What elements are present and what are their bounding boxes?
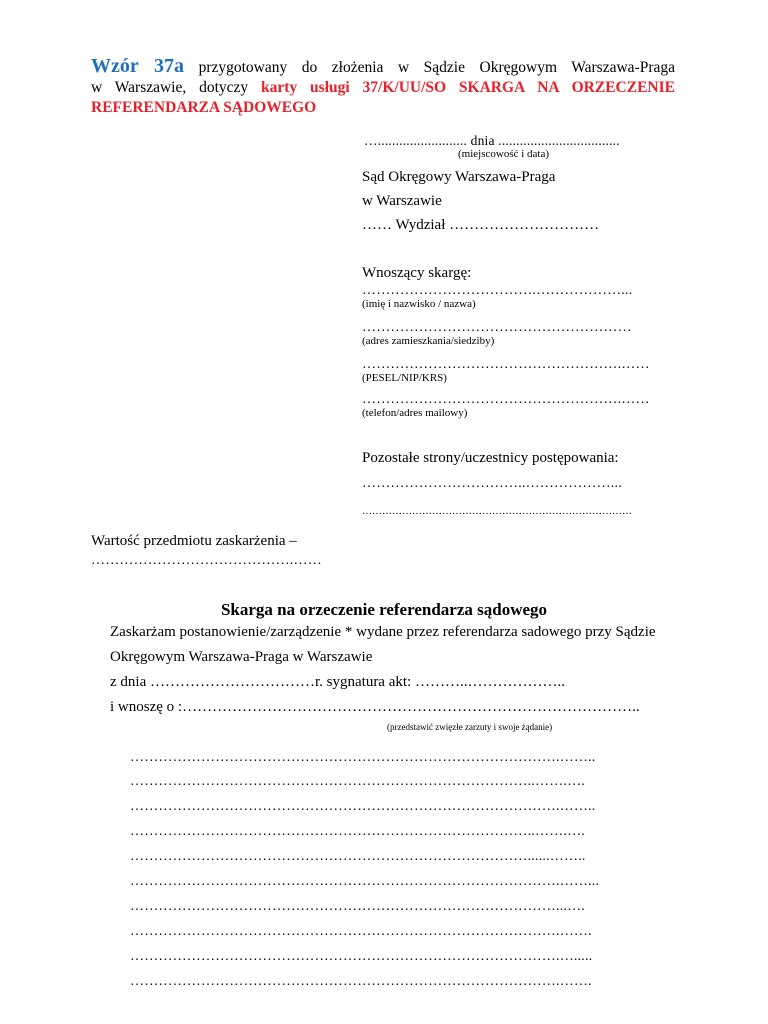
grounds-line[interactable]: ……………………………………………………………………………….……... (130, 874, 600, 889)
department-field[interactable]: …… Wydział ………………………… (362, 217, 600, 233)
claim-value-label: Wartość przedmiotu zaskarżenia – (91, 533, 297, 549)
grounds-line[interactable]: ………………………………………………………………………………...…. (130, 899, 585, 914)
other-parties-field-1[interactable]: ……………………………..………………... (362, 476, 622, 491)
claim-value-field[interactable]: …………………………………….…… (91, 553, 322, 568)
complainant-contact-caption: (telefon/adres mailowy) (362, 407, 468, 419)
complainant-label: Wnoszący skargę: (362, 265, 472, 281)
ruling-date-signature-field[interactable]: z dnia ……………………………r. sygnatura akt: ………..……………….. (110, 674, 565, 690)
header-line-1-text: przygotowany do złożenia w Sądzie Okręgowym Warszawa-Praga (198, 59, 675, 76)
complaint-title: Skarga na orzeczenie referendarza sądowego (220, 600, 548, 619)
complaint-line-1: Zaskarżam postanowienie/zarządzenie * wydane przez referendarza sadowego przy Sądzie (110, 624, 656, 640)
form-header (91, 56, 675, 118)
other-parties-field-2[interactable]: ……………………………………………………………………… (362, 506, 632, 517)
complainant-address-caption: (adres zamieszkania/siedziby) (362, 335, 495, 347)
grounds-line[interactable]: ……………………………………………………………………………….……. (130, 924, 592, 939)
request-field[interactable]: i wnoszę o :……………………………………………………………………………….. (110, 699, 640, 715)
grounds-line[interactable]: ……………………………………………………………………………….……. (130, 974, 592, 989)
complainant-pesel-caption: (PESEL/NIP/KRS) (362, 372, 447, 384)
grounds-line[interactable]: ……………………………………………………………………………….…….. (130, 750, 596, 765)
request-caption: (przedstawić zwięzłe zarzuty i swoje żądanie) (387, 722, 553, 732)
complaint-line-2: Okręgowym Warszawa-Praga w Warszawie (110, 649, 373, 665)
header-line-2 (91, 78, 675, 98)
court-city: w Warszawie (362, 193, 442, 209)
service-card-title: karty usługi 37/K/UU/SO SKARGA NA ORZECZENIE (261, 79, 675, 96)
date-place-caption: (miejscowość i data) (458, 148, 550, 160)
service-card-title-cont: REFERENDARZA SĄDOWEGO (91, 99, 317, 116)
date-place-field[interactable]: …......................... dnia .................................. (364, 133, 620, 148)
form-number: Wzór 37a (91, 55, 185, 77)
grounds-line[interactable]: ……………………………………………………………………………….…….. (130, 799, 596, 814)
complainant-name-field[interactable]: ……………………………….………………... (362, 283, 633, 298)
other-parties-label: Pozostałe strony/uczestnicy postępowania: (362, 450, 619, 466)
complainant-address-field[interactable]: ………………………………………………… (362, 320, 632, 335)
grounds-line[interactable]: …………………………………………………………………………..…….…. (130, 824, 585, 839)
header-line-2-text: w Warszawie, dotyczy (91, 79, 249, 96)
court-name: Sąd Okręgowy Warszawa-Praga (362, 169, 556, 185)
grounds-line[interactable]: …………………………………………………………………………..…….…. (130, 774, 585, 789)
complainant-contact-field[interactable]: ……………………………………………….…… (362, 392, 650, 407)
complainant-pesel-field[interactable]: ……………………………………………….…… (362, 357, 650, 372)
grounds-line[interactable]: ……………………………………………………………………………….…..... (130, 949, 593, 964)
complainant-name-caption: (imię i nazwisko / nazwa) (362, 298, 476, 310)
header-line-1 (91, 56, 675, 78)
grounds-line[interactable]: …………………………………………………………………………......…….. (130, 849, 586, 864)
